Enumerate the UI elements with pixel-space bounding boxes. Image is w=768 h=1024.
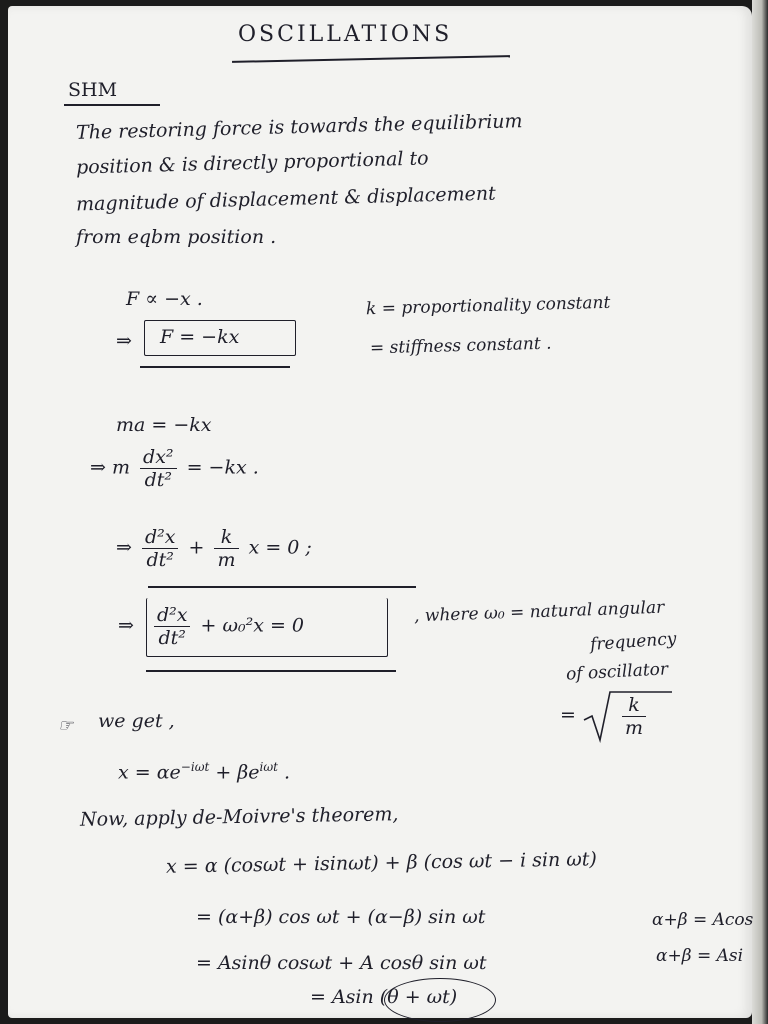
stiffness-note: = stiffness constant . [369, 333, 552, 359]
step-1-rhs: = −kx . [186, 456, 259, 479]
omega-definition: , where ω₀ = natural angular [413, 597, 665, 627]
definition-line-1: The restoring force is towards the equilibrium [75, 110, 523, 144]
step-1-denominator: dt² [144, 469, 172, 491]
expansion-line-4-prefix: = Asin [310, 986, 374, 1008]
step-2-rhs: x = 0 ; [248, 536, 312, 559]
step-3-box-top [148, 586, 416, 588]
step-1-prefix: ⇒ m [90, 456, 130, 479]
definition-line-2: position & is directly proportional to [75, 147, 429, 179]
sqrt-k: k [622, 694, 646, 717]
expansion-line-3: = Asinθ cosωt + A cosθ sin ωt [196, 952, 487, 974]
step-2-k: k [214, 526, 238, 549]
general-solution-b: + βe [215, 761, 260, 784]
step-2-prefix: ⇒ [116, 536, 132, 559]
page-title: OSCILLATIONS [238, 22, 453, 47]
shm-equation-underline [146, 670, 396, 672]
hookes-law: F = −kx [160, 326, 240, 348]
general-solution-period: . [284, 761, 291, 784]
step-3-prefix: ⇒ [118, 614, 134, 637]
side-note-1: α+β = Acos [652, 910, 754, 930]
step-2-k-over-m [214, 526, 238, 571]
step-3-denominator: dt² [158, 627, 186, 649]
expansion-line-1: x = α (cosωt + isinωt) + β (cos ωt − i sin ωt) [165, 848, 598, 878]
omega-equals: = [560, 704, 576, 726]
exponent-1: −iωt [180, 760, 210, 774]
step-1-numerator: dx² [140, 446, 177, 469]
expansion-line-4-circled: (θ + ωt) [379, 986, 458, 1008]
newton-second-law: ma = −kx [116, 414, 212, 436]
hand-pointer-icon: ☞ [58, 716, 74, 736]
hookes-law-underline [140, 366, 290, 368]
definition-line-3: magnitude of displacement & displacement [75, 182, 497, 216]
expansion-line-2: = (α+β) cos ωt + (α−β) sin ωt [196, 906, 486, 928]
circled-phase [384, 978, 496, 1022]
section-heading: SHM [68, 79, 118, 101]
we-get: we get , [98, 710, 175, 732]
step-2 [116, 526, 312, 571]
definition-line-4: from eqbm position . [76, 226, 277, 248]
heading-underline [64, 104, 160, 106]
general-solution-a: x = αe [118, 761, 181, 784]
step-3-numerator: d²x [154, 604, 191, 627]
step-1-fraction [140, 446, 177, 491]
demoivre-note: Now, apply de-Moivre's theorem, [79, 803, 399, 831]
omega-definition-2: frequency [589, 629, 678, 655]
step-2-m: m [217, 549, 236, 571]
step-3 [118, 604, 304, 649]
general-solution [118, 760, 290, 783]
step-3-rhs: + ω₀²x = 0 [200, 614, 305, 637]
page-edge [752, 0, 768, 1024]
step-2-numerator: d²x [142, 526, 179, 549]
sqrt-fraction [618, 694, 650, 739]
omega-definition-3: of oscillator [565, 659, 669, 685]
force-proportional: F ∝ −x . [126, 288, 203, 310]
step-2-fraction [142, 526, 179, 571]
side-note-2: α+β = Asi [656, 946, 744, 966]
step-3-fraction [154, 604, 191, 649]
step-1 [90, 446, 259, 491]
implies-arrow: ⇒ [116, 330, 132, 352]
exponent-2: iωt [259, 760, 278, 774]
step-2-denominator: dt² [146, 549, 174, 571]
step-2-plus: + [188, 536, 205, 559]
sqrt-m: m [625, 717, 644, 739]
k-definition: k = proportionality constant [365, 292, 611, 320]
sqrt-k-over-m [622, 694, 646, 739]
